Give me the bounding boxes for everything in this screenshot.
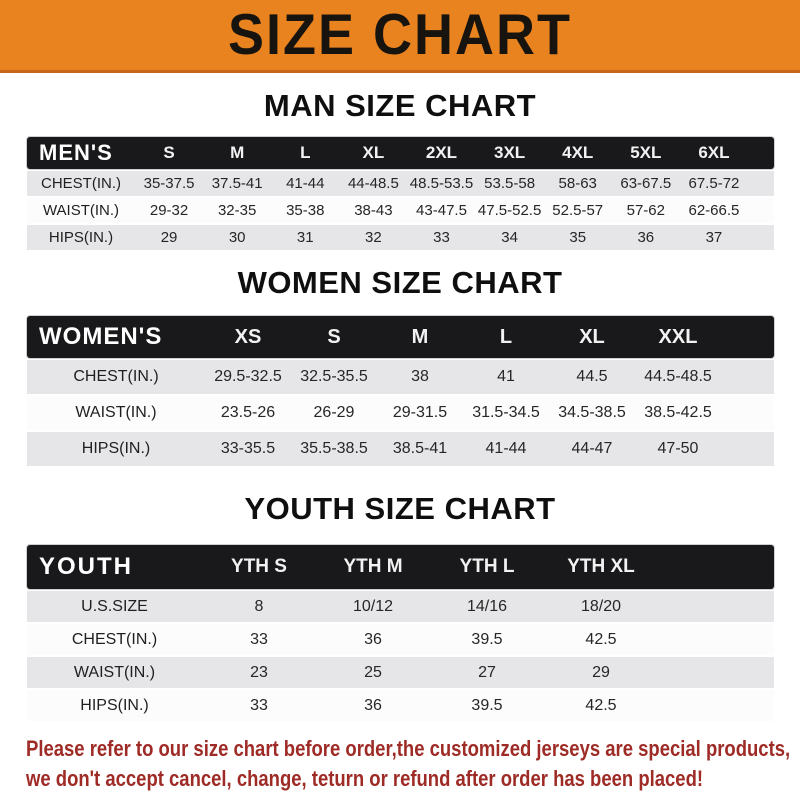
table-header-row [27, 137, 774, 169]
cell-value: 31.5-34.5 [472, 404, 540, 421]
women-size-table [27, 316, 774, 466]
cell-value: 26-29 [313, 404, 355, 421]
cell-value: 25 [364, 663, 382, 681]
cell-value: 42.5 [585, 630, 617, 648]
cell-value: 58-63 [558, 175, 597, 192]
cell-value: 38 [411, 368, 429, 385]
column-header: 6XL [698, 143, 730, 162]
row-label: WAIST(IN.) [73, 663, 156, 681]
cell-value: 32-35 [217, 202, 257, 219]
column-header: YTH L [459, 556, 515, 577]
cell-value: 44.5 [576, 368, 608, 385]
cell-value: 33 [250, 696, 268, 714]
table-corner-label: WOMEN'S [39, 323, 163, 350]
cell-value: 41-44 [286, 175, 325, 192]
cell-value: 35 [569, 229, 587, 246]
cell-value: 29-31.5 [392, 404, 448, 421]
cell-value: 14/16 [466, 597, 508, 615]
table-row [27, 591, 774, 622]
table-row [27, 360, 774, 394]
row-label: CHEST(IN.) [73, 368, 159, 385]
footer-line-1: Please refer to our size chart before order,the customized jerseys are special products, [26, 736, 791, 761]
size-chart-banner [0, 0, 800, 73]
column-header: 4XL [562, 143, 594, 162]
cell-value: 33 [433, 229, 450, 246]
table-row [27, 690, 774, 721]
table-row [27, 396, 774, 430]
column-header: 2XL [425, 143, 458, 162]
cell-value: 35-37.5 [143, 175, 195, 192]
cell-value: 53.5-58 [484, 175, 536, 192]
column-header: M [411, 325, 429, 348]
cell-value: 32 [365, 229, 382, 246]
cell-value: 38.5-42.5 [644, 404, 712, 421]
column-header: YTH M [343, 556, 403, 577]
cell-value: 29 [160, 229, 178, 246]
table-row [27, 198, 774, 223]
column-header: XL [579, 325, 605, 348]
cell-value: 39.5 [471, 696, 503, 714]
table-header-row [27, 545, 774, 589]
table-header-row [27, 316, 774, 358]
table-corner-label: MEN'S [39, 140, 113, 165]
men-size-table [27, 137, 774, 250]
cell-value: 23 [250, 663, 268, 681]
row-label: CHEST(IN.) [41, 175, 121, 192]
cell-value: 47-50 [657, 440, 699, 457]
women-section-heading: WOMEN SIZE CHART [237, 265, 563, 300]
cell-value: 34 [501, 229, 518, 246]
cell-value: 43-47.5 [416, 202, 467, 219]
cell-value: 29 [592, 663, 610, 681]
cell-value: 38-43 [354, 202, 393, 219]
column-header: XL [362, 143, 385, 162]
cell-value: 30 [228, 229, 246, 246]
row-label: WAIST(IN.) [75, 404, 157, 421]
cell-value: 44.5-48.5 [644, 368, 712, 385]
cell-value: 29.5-32.5 [214, 368, 282, 385]
row-label: U.S.SIZE [81, 597, 148, 615]
column-header: L [499, 325, 513, 348]
youth-size-section [0, 492, 800, 721]
cell-value: 41-44 [485, 440, 527, 457]
cell-value: 48.5-53.5 [409, 175, 474, 192]
column-header: YTH S [231, 556, 287, 577]
column-header: YTH XL [567, 556, 635, 577]
column-header: XXL [658, 325, 698, 348]
cell-value: 44-48.5 [347, 175, 399, 192]
cell-value: 52.5-57 [552, 202, 604, 219]
cell-value: 47.5-52.5 [477, 202, 542, 219]
cell-value: 39.5 [471, 630, 503, 648]
cell-value: 31 [296, 229, 314, 246]
men-size-section [0, 89, 800, 250]
cell-value: 41 [497, 368, 515, 385]
column-header: XS [234, 325, 262, 348]
column-header: 3XL [494, 143, 526, 162]
cell-value: 23.5-26 [220, 404, 276, 421]
cell-value: 10/12 [352, 597, 394, 615]
cell-value: 44-47 [571, 440, 613, 457]
column-header: S [163, 143, 175, 162]
women-size-section [0, 266, 800, 466]
cell-value: 29-32 [149, 202, 189, 219]
cell-value: 33-35.5 [220, 440, 276, 457]
table-row [27, 171, 774, 196]
cell-value: 62-66.5 [688, 202, 740, 219]
cell-value: 63-67.5 [620, 175, 672, 192]
column-header: L [300, 143, 311, 162]
column-header: 5XL [630, 143, 662, 162]
column-header: S [327, 325, 341, 348]
column-header: M [230, 143, 245, 162]
cell-value: 8 [254, 597, 264, 615]
table-row [27, 624, 774, 655]
footer-note [26, 734, 791, 794]
row-label: CHEST(IN.) [71, 630, 158, 648]
cell-value: 36 [637, 229, 655, 246]
cell-value: 33 [250, 630, 268, 648]
cell-value: 38.5-41 [392, 440, 448, 457]
cell-value: 57-62 [626, 202, 665, 219]
row-label: HIPS(IN.) [80, 696, 149, 714]
men-section-heading: MAN SIZE CHART [263, 88, 537, 123]
table-row [27, 432, 774, 466]
page-title: SIZE CHART [228, 3, 572, 67]
youth-size-table [27, 545, 774, 721]
table-row [27, 657, 774, 688]
cell-value: 36 [364, 630, 382, 648]
cell-value: 36 [364, 696, 382, 714]
table-corner-label: YOUTH [39, 553, 133, 580]
row-label: WAIST(IN.) [42, 202, 120, 219]
cell-value: 35.5-38.5 [300, 440, 368, 457]
cell-value: 35-38 [286, 202, 325, 219]
youth-section-heading: YOUTH SIZE CHART [244, 491, 556, 526]
cell-value: 18/20 [580, 597, 622, 615]
table-row [27, 225, 774, 250]
row-label: HIPS(IN.) [48, 229, 114, 246]
row-label: HIPS(IN.) [81, 440, 151, 457]
cell-value: 67.5-72 [688, 175, 740, 192]
cell-value: 27 [478, 663, 496, 681]
cell-value: 37.5-41 [211, 175, 263, 192]
cell-value: 34.5-38.5 [558, 404, 626, 421]
cell-value: 32.5-35.5 [300, 368, 368, 385]
footer-line-2: we don't accept cancel, change, teturn or refund after order has been placed! [26, 766, 704, 791]
cell-value: 42.5 [585, 696, 617, 714]
cell-value: 37 [705, 229, 723, 246]
